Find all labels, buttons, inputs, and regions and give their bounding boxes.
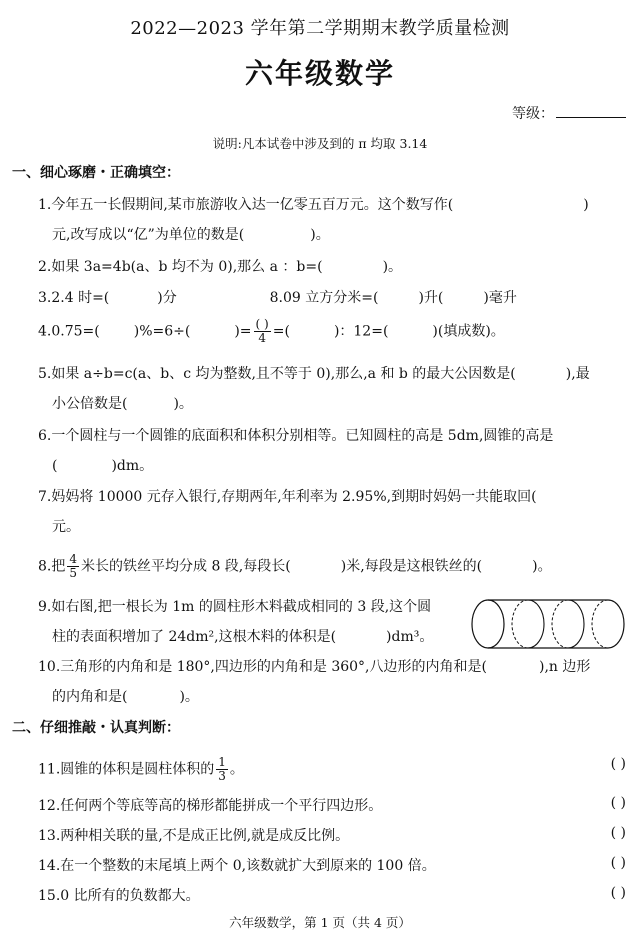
q6-end: )dm。 — [111, 458, 154, 474]
section1-heading: 一、细心琢磨・正确填空： — [12, 165, 180, 181]
question-7-line-1 — [38, 486, 640, 506]
question-5-line-2 — [52, 393, 640, 413]
grade-field — [512, 103, 626, 123]
q4-text-f: )(填成数)。 — [432, 323, 505, 340]
question-6-line-1 — [38, 425, 640, 445]
subject-title: 六年级数学 — [244, 57, 395, 90]
q8-fraction-num: 4 — [69, 552, 77, 566]
q1-end: ) — [583, 197, 589, 213]
q8-text-b: 米长的铁丝平均分成 8 段,每段长( — [81, 558, 291, 575]
q4-fraction-den: 4 — [258, 331, 266, 345]
q14-text: 14.在一个整数的末尾填上两个 0,该数就扩大到原来的 100 倍。 — [38, 858, 436, 874]
q5-end-2: )。 — [173, 396, 193, 412]
q4-fraction-num: ( ) — [255, 317, 269, 331]
section2-heading: 二、仔细推敲・认真判断： — [12, 720, 180, 736]
q6-text-2: ( — [52, 458, 58, 474]
q1-text-2: 元,改写成以“亿”为单位的数是( — [52, 227, 245, 243]
page-footer: 六年级数学，第 1 页（共 4 页） — [229, 915, 411, 930]
cylinder-right-face-back — [592, 600, 608, 648]
q5-text-2: 小公倍数是( — [52, 396, 128, 412]
q4-text-d: =( — [272, 323, 290, 340]
question-10-line-1 — [38, 656, 640, 676]
question-11 — [38, 756, 640, 783]
cut-line-1-back — [512, 600, 528, 648]
q9-text: 9.如右图,把一根长为 1m 的圆柱形木料截成相同的 3 段,这个圆 — [38, 599, 432, 615]
q7-text-2: 元。 — [52, 519, 80, 535]
cylinder-diagram — [468, 596, 628, 652]
q4-text-a: 4.0.75=( — [38, 323, 100, 340]
question-4 — [38, 318, 640, 345]
q11-end: 。 — [229, 761, 244, 778]
q7-text: 7.妈妈将 10000 元存入银行,存期两年,年利率为 2.95%,到期时妈妈一共能取回( — [38, 489, 537, 505]
q3-text-a2: )分 — [157, 290, 177, 306]
q11-text: 11.圆锥的体积是圆柱体积的 — [38, 761, 215, 778]
q1-text: 1.今年五一长假期间,某市旅游收入达一亿零五百万元。这个数写作( — [38, 197, 454, 213]
q10-end: ),n 边形 — [538, 659, 591, 675]
judge-mark-11[interactable]: ( ) — [610, 756, 626, 772]
exam-title: 2022—2023 学年第二学期期末教学质量检测 — [130, 18, 510, 39]
judge-mark-12[interactable]: ( ) — [610, 795, 626, 811]
q11-fraction-den: 3 — [218, 769, 226, 783]
q15-text: 15.0 比所有的负数都大。 — [38, 888, 200, 904]
q12-text: 12.任何两个等底等高的梯形都能拼成一个平行四边形。 — [38, 798, 383, 814]
q8-fraction-den: 5 — [69, 566, 77, 580]
question-5-line-1 — [38, 363, 640, 383]
q11-fraction-num: 1 — [218, 755, 226, 769]
grade-label: 等级： — [512, 106, 554, 122]
question-14 — [38, 855, 640, 875]
question-7-line-2 — [52, 516, 640, 536]
judge-mark-14[interactable]: ( ) — [610, 855, 626, 871]
cylinder-left-face — [472, 600, 504, 648]
q8-text-d: )。 — [532, 558, 552, 575]
question-13 — [38, 825, 640, 845]
question-1-line-1 — [38, 194, 640, 214]
cylinder-right-face — [608, 600, 624, 648]
q9-text-2: 柱的表面积增加了 24dm²,这根木料的体积是( — [52, 629, 337, 645]
q4-fraction — [254, 318, 271, 345]
judge-mark-13[interactable]: ( ) — [610, 825, 626, 841]
question-12 — [38, 795, 640, 815]
q3-text-b2: )升( — [418, 290, 444, 306]
q2-text: 2.如果 3a=4b(a、b 均不为 0),那么 a ：b=( — [38, 259, 323, 275]
q8-text-c: )米,每段是这根铁丝的( — [340, 558, 483, 575]
question-10-line-2 — [52, 686, 640, 706]
q5-text: 5.如果 a÷b=c(a、b、c 均为整数,且不等于 0),那么,a 和 b 的最大公因数是( — [38, 366, 516, 382]
q3-text-a: 3.2.4 时=( — [38, 290, 110, 306]
question-3 — [38, 287, 640, 307]
question-2 — [38, 256, 640, 276]
exam-note: 说明:凡本试卷中涉及到的 π 均取 3.14 — [212, 136, 428, 151]
question-15 — [38, 885, 640, 905]
q8-text-a: 8.把 — [38, 558, 66, 575]
cut-line-2-back — [552, 600, 568, 648]
q3-text-b: 8.09 立方分米=( — [269, 290, 379, 306]
q6-text: 6.一个圆柱与一个圆锥的底面积和体积分别相等。已知圆柱的高是 5dm,圆锥的高是 — [38, 428, 554, 444]
q13-text: 13.两种相关联的量,不是成正比例,就是成反比例。 — [38, 828, 350, 844]
q3-text-b3: )毫升 — [483, 290, 517, 306]
q2-end: )。 — [382, 259, 403, 275]
q4-text-e: )：12=( — [333, 323, 389, 340]
q4-text-b: )%=6÷( — [133, 323, 191, 340]
q8-fraction — [67, 553, 79, 580]
q4-text-c: )= — [234, 323, 252, 340]
grade-blank — [556, 117, 626, 118]
cut-line-1-front — [528, 600, 544, 648]
cut-line-2-front — [568, 600, 584, 648]
q1-end-2: )。 — [310, 227, 330, 243]
q9-end: )dm³。 — [386, 629, 434, 645]
question-1-line-2 — [52, 224, 640, 244]
q10-end-2: )。 — [179, 689, 199, 705]
q11-fraction — [216, 756, 228, 783]
question-6-line-2 — [52, 455, 640, 475]
question-8 — [38, 553, 640, 580]
q5-end: ),最 — [565, 366, 590, 382]
q10-text-2: 的内角和是( — [52, 689, 128, 705]
judge-mark-15[interactable]: ( ) — [610, 885, 626, 901]
q10-text: 10.三角形的内角和是 180°,四边形的内角和是 360°,八边形的内角和是( — [38, 659, 487, 675]
